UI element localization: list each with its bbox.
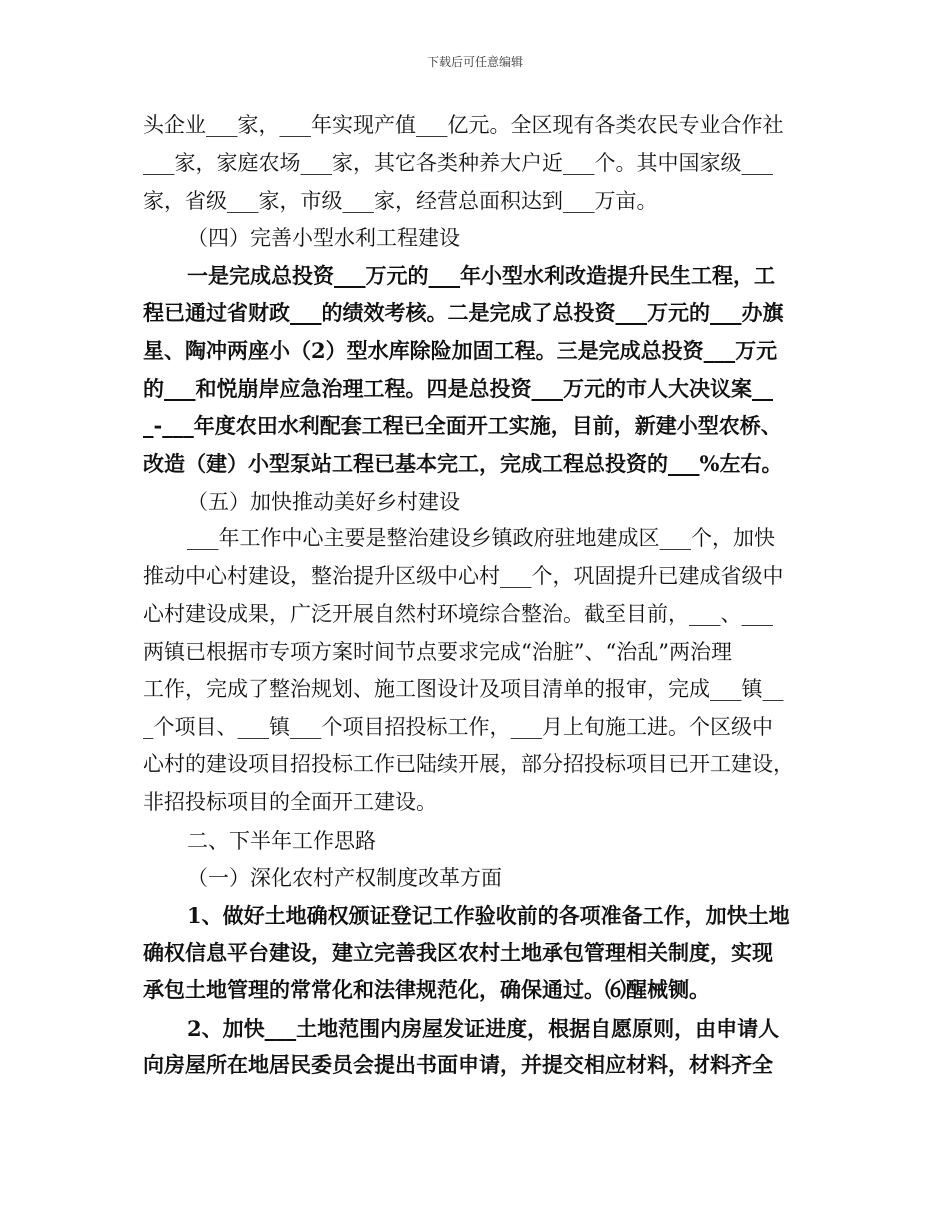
text-line: 心村建设成果，广泛开展自然村环境综合整治。截至目前，___、___: [143, 602, 773, 626]
text-line: 改造（建）小型泵站工程已基本完工，完成工程总投资的___%左右。: [143, 451, 783, 476]
text-line: 心村的建设项目招投标工作已陆续开展，部分招投标项目已开工建设，: [143, 752, 794, 776]
text-line: 推动中心村建设，整治提升区级中心村___个，巩固提升已建成省级中: [143, 564, 784, 588]
section-heading: （一）深化农村产权制度改革方面: [187, 866, 502, 890]
text-line: 一是完成总投资___万元的___年小型水利改造提升民生工程，工: [187, 263, 775, 288]
page-header: 下载后可任意编辑: [426, 55, 523, 69]
text-line: 两镇已根据市专项方案时间节点要求完成“治脏”、“治乱”两治理: [143, 640, 732, 664]
text-line: 承包土地管理的常常化和法律规范化，确保通过。⑹醒械铡。: [143, 977, 710, 1002]
text-line: 确权信息平台建设，建立完善我区农村土地承包管理相关制度，实现: [143, 940, 773, 965]
text-line: 向房屋所在地居民委员会提出书面申请，并提交相应材料，材料齐全: [143, 1052, 773, 1077]
text-line: 星、陶冲两座小（2）型水库除险加固工程。三是完成总投资___万元: [143, 338, 778, 363]
text-line: _个项目、___镇___个项目招投标工作，___月上旬施工进。个区级中: [143, 715, 773, 739]
text-line: 非招投标项目的全面开工建设。: [143, 790, 437, 814]
text-line: ___家，家庭农场___家，其它各类种养大户近___个。其中国家级___: [143, 151, 773, 175]
text-line: _-___年度农田水利配套工程已全面开工实施，目前，新建小型农桥、: [143, 413, 782, 438]
section-heading: （四）完善小型水利工程建设: [187, 226, 460, 250]
text-line: 的___和悦崩岸应急治理工程。四是总投资___万元的市人大决议案__: [143, 376, 773, 401]
text-line: 家，省级___家，市级___家，经营总面积达到___万亩。: [143, 189, 658, 213]
text-line: 头企业___家，___年实现产值___亿元。全区现有各类农民专业合作社: [143, 113, 784, 137]
text-line: 程已通过省财政___的绩效考核。二是完成了总投资___万元的___办旗: [143, 300, 784, 325]
text-line: 2、加快___土地范围内房屋发证进度，根据自愿原则，由申请人: [187, 1016, 780, 1041]
text-line: 1、做好土地确权颁证登记工作验收前的各项准备工作，加快土地: [187, 903, 790, 928]
section-heading: 二、下半年工作思路: [187, 829, 376, 853]
text-line: 工作，完成了整治规划、施工图设计及项目清单的报审，完成___镇__: [143, 677, 784, 701]
section-heading: （五）加快推动美好乡村建设: [187, 490, 460, 514]
text-line: ___年工作中心主要是整治建设乡镇政府驻地建成区___个，加快: [187, 526, 775, 550]
